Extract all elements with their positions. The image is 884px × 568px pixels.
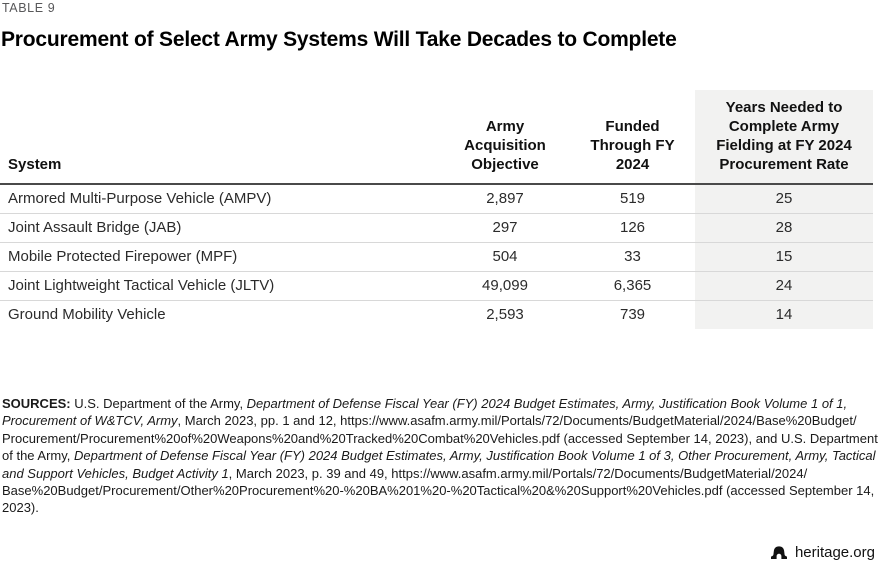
table-row: [0, 300, 873, 329]
column-header-system: System: [0, 90, 440, 184]
cell-system: Ground Mobility Vehicle: [8, 306, 166, 324]
cell-objective: 2,897: [440, 184, 570, 213]
table-number-label: TABLE 9: [2, 1, 56, 15]
table-row: [0, 242, 873, 271]
table-row: [0, 213, 873, 242]
sources-segment: , March 2023, pp. 1 and 12, https:/​/​www.asafm.army.mil/​Portals/​72/​Documents/​BudgetMaterial/​2024/​Base%20Budget/​Procurement/​Procurement%20of%20Weapons%20and%20Tracked%20Combat%20Vehicles.pdf (accessed September 14, 2023), and U.S. Department of the Army,: [2, 413, 878, 464]
table-row: [0, 184, 873, 213]
cell-system: Armored Multi-Purpose Vehicle (AMPV): [0, 184, 440, 213]
cell-system: Mobile Protected Firepower (MPF): [0, 242, 440, 271]
page-title: Procurement of Select Army Systems Will Take Decades to Complete: [1, 28, 677, 51]
footer-brand: [770, 544, 875, 561]
sources-segment: SOURCES:: [2, 396, 75, 411]
cell-funded: 6,365: [570, 271, 695, 300]
sources-segment: Department of Defense Fiscal Year (FY) 2024 Budget Estimates, Army, Justification Book Volume 1 of 1, Procurement of W&TCV, Army: [2, 396, 848, 429]
sources-segment: Department of Defense Fiscal Year (FY) 2024 Budget Estimates, Army, Justification Book Volume 1 of 3, Other Procurement, Army, Tactical and Support Vehicles, Budget Activity 1: [2, 448, 876, 481]
cell-years: 14: [695, 300, 873, 329]
cell-system: Joint Assault Bridge (JAB): [0, 213, 440, 242]
sources-segment: , March 2023, p. 39 and 49, https:/​/​www.asafm.army.mil/​Portals/​72/​Documents/​BudgetMaterial/​2024/​Base%20Budget/​Procurement/​Other%20Procurement%20-%20BA%201%20-%20Tactical%20&%20Support%20Vehicles.pdf (accessed September 14, 2023).: [2, 465, 875, 516]
cell-years: 24: [695, 271, 873, 300]
cell-objective: 504: [440, 242, 570, 271]
column-header-years: Years Needed to Complete Army Fielding at FY 2024 Procurement Rate: [695, 90, 873, 184]
cell-objective: 297: [440, 213, 570, 242]
cell-years: 28: [695, 213, 873, 242]
cell-system: Joint Lightweight Tactical Vehicle (JLTV): [0, 271, 440, 300]
cell-funded: 739: [619, 306, 646, 324]
cell-objective: 49,099: [440, 271, 570, 300]
cell-years: 15: [695, 242, 873, 271]
cell-years: 25: [695, 184, 873, 213]
table-row: [0, 271, 873, 300]
sources-text: [2, 395, 882, 517]
cell-funded: 519: [570, 184, 695, 213]
procurement-table: [0, 90, 873, 329]
sources-segment: U.S. Department of the Army,: [74, 396, 247, 411]
cell-funded: 126: [570, 213, 695, 242]
table-body: [0, 184, 873, 329]
column-header-objective: Army Acquisition Objective: [440, 90, 570, 184]
column-header-funded: Funded Through FY 2024: [570, 90, 695, 184]
cell-funded: 33: [570, 242, 695, 271]
table-header: [0, 90, 873, 184]
cell-objective: 2,593: [486, 306, 524, 324]
brand-url: heritage.org: [794, 544, 875, 561]
heritage-bell-icon: [770, 546, 788, 560]
